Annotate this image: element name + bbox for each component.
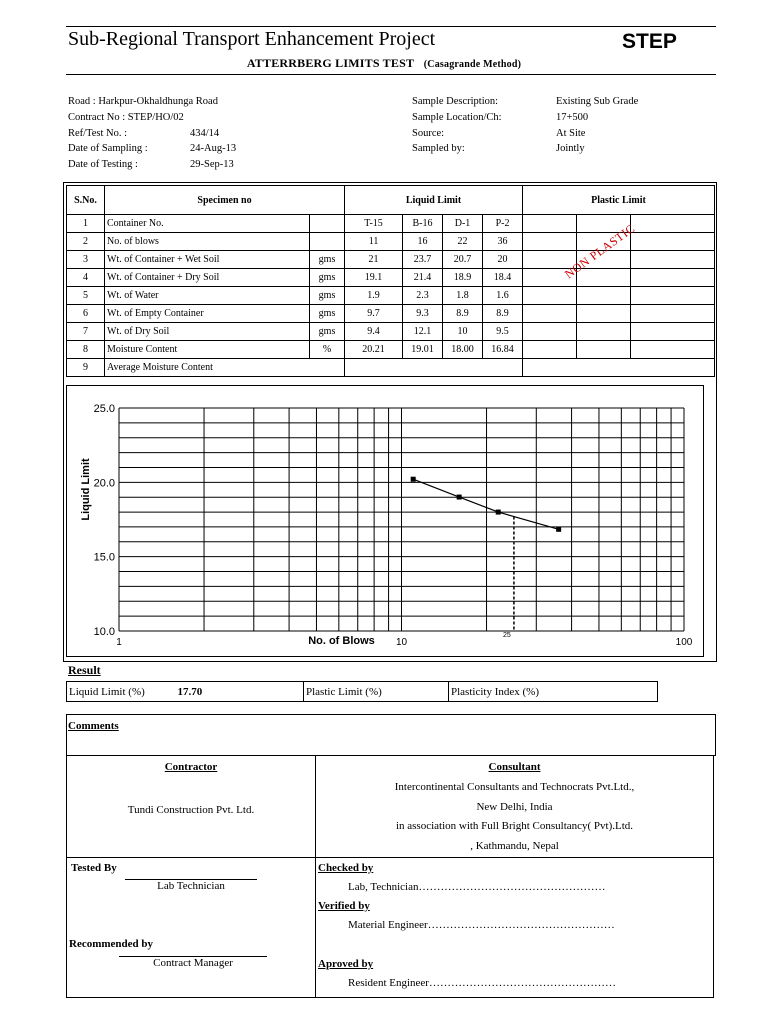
result-heading: Result	[68, 663, 101, 677]
row-plastic-3	[631, 251, 715, 269]
row-value: 20	[483, 251, 523, 269]
consultant-line-4: , Kathmandu, Nepal	[470, 839, 559, 852]
ll-value: 17.70	[177, 685, 203, 698]
row-value: 36	[483, 233, 523, 251]
row-value: 18.9	[443, 269, 483, 287]
comments-heading: Comments	[68, 720, 119, 732]
info-location-label: Sample Location/Ch:	[412, 112, 502, 123]
info-sampling-value: 24-Aug-13	[190, 143, 237, 154]
row-plastic-3	[631, 305, 715, 323]
info-ref-value: 434/14	[190, 128, 220, 139]
row-plastic-3	[631, 341, 715, 359]
x-tick-label: 10	[395, 637, 408, 648]
row-unit	[310, 215, 345, 233]
row-sno: 3	[67, 251, 105, 269]
verified-by-label: Verified by	[318, 900, 370, 912]
series-line	[413, 479, 558, 529]
data-point	[496, 510, 501, 515]
contractor-cell	[67, 756, 316, 858]
x-axis-title: No. of Blows	[308, 635, 375, 647]
header-sno: S.No.	[67, 186, 105, 215]
row-value: 18.4	[483, 269, 523, 287]
row-value: 1.6	[483, 287, 523, 305]
row-description: Wt. of Dry Soil	[105, 323, 310, 341]
row-value: 11	[345, 233, 403, 251]
row-unit: gms	[310, 269, 345, 287]
row-value: 8.9	[443, 305, 483, 323]
row-description: Wt. of Container + Wet Soil	[105, 251, 310, 269]
liquid-limit-chart	[67, 386, 703, 656]
row-value: 9.3	[403, 305, 443, 323]
row-unit: gms	[310, 305, 345, 323]
info-sampledby-label: Sampled by:	[412, 143, 465, 154]
info-source-value: At Site	[556, 128, 586, 139]
row-value: 9.4	[345, 323, 403, 341]
row-unit: %	[310, 341, 345, 359]
row-plastic-3	[631, 287, 715, 305]
lab-tech-label: Lab Technician	[157, 880, 225, 892]
row-plastic-2	[577, 305, 631, 323]
checked-line: Lab, Technician……………………………………………	[348, 881, 606, 893]
row-plastic-1	[523, 233, 577, 251]
row-unit: gms	[310, 287, 345, 305]
top-rule	[66, 26, 716, 27]
y-tick-label: 15.0	[93, 551, 115, 564]
approved-line: Resident Engineer……………………………………………	[348, 977, 616, 989]
consultant-heading: Consultant	[488, 761, 541, 773]
row-value: 9.5	[483, 323, 523, 341]
info-desc-value: Existing Sub Grade	[556, 96, 639, 107]
row-plastic-2	[577, 323, 631, 341]
y-tick-label: 10.0	[93, 626, 115, 638]
row-plastic-1	[523, 215, 577, 233]
row-value: P-2	[483, 215, 523, 233]
step-logo: STEP	[622, 30, 677, 53]
y-tick-label: 20.0	[93, 477, 115, 490]
row-plastic-1	[523, 287, 577, 305]
row-value: 20.7	[443, 251, 483, 269]
row-avg-blank	[345, 359, 523, 377]
row-sno: 6	[67, 305, 105, 323]
row-sno: 2	[67, 233, 105, 251]
info-testing-label: Date of Testing :	[68, 159, 138, 170]
test-subtitle	[0, 56, 768, 71]
contractor-name: Tundi Construction Pvt. Ltd.	[127, 804, 255, 816]
project-title: Sub-Regional Transport Enhancement Project	[68, 28, 436, 50]
method-text: (Casagrande Method)	[423, 59, 522, 70]
contractor-heading: Contractor	[164, 761, 218, 773]
row-sno: 5	[67, 287, 105, 305]
tested-cell	[67, 858, 316, 998]
row-sno: 1	[67, 215, 105, 233]
info-desc-label: Sample Description:	[412, 96, 499, 107]
row-plastic-2	[577, 341, 631, 359]
subtitle-text: ATTERRBERG LIMITS TEST	[246, 56, 415, 70]
consultant-cell	[316, 756, 714, 858]
verified-line: Material Engineer……………………………………………	[348, 919, 615, 931]
table-header-row	[67, 186, 715, 215]
row-value: 20.21	[345, 341, 403, 359]
row-value: 19.1	[345, 269, 403, 287]
row-value: 22	[443, 233, 483, 251]
row-value: 16.84	[483, 341, 523, 359]
header-plastic-limit: Plastic Limit	[523, 186, 715, 215]
row-sno: 9	[67, 359, 105, 377]
row-value: 18.00	[443, 341, 483, 359]
ll-cell	[67, 682, 304, 702]
tested-by-label: Tested By	[71, 862, 117, 874]
row-value: 9.7	[345, 305, 403, 323]
row-description: Container No.	[105, 215, 310, 233]
row-plastic-2	[577, 287, 631, 305]
row-plastic-3	[631, 215, 715, 233]
y-axis-title: Liquid Limit	[80, 458, 92, 521]
row-sno: 4	[67, 269, 105, 287]
row-plastic-3	[631, 323, 715, 341]
pl-label: Plastic Limit (%)	[304, 682, 449, 702]
data-point	[457, 495, 462, 500]
non-plastic-stamp: NON PLASTIC	[562, 221, 638, 282]
x-tick-label: 100	[675, 637, 693, 648]
row-plastic-1	[523, 341, 577, 359]
contract-manager-label: Contract Manager	[153, 957, 233, 969]
row-value: 21.4	[403, 269, 443, 287]
row-value: 2.3	[403, 287, 443, 305]
header-specimen: Specimen no	[105, 186, 345, 215]
table-row	[67, 269, 715, 287]
row-description: Wt. of Container + Dry Soil	[105, 269, 310, 287]
row-value: T-15	[345, 215, 403, 233]
table-row	[67, 305, 715, 323]
data-point	[411, 477, 416, 482]
row-avg-plastic	[523, 359, 715, 377]
row-plastic-1	[523, 323, 577, 341]
recommended-by-label: Recommended by	[69, 938, 154, 950]
info-contract: Contract No : STEP/HO/02	[68, 112, 184, 123]
table-row	[67, 359, 715, 377]
table-row	[67, 251, 715, 269]
row-value: 12.1	[403, 323, 443, 341]
header-rule	[66, 74, 716, 75]
signature-table	[66, 755, 714, 998]
consultant-line-3: in association with Full Bright Consultancy( Pvt).Ltd.	[395, 820, 634, 832]
consultant-line-2: New Delhi, India	[476, 800, 553, 813]
row-unit: gms	[310, 251, 345, 269]
info-source-label: Source:	[412, 128, 445, 139]
row-description: Moisture Content	[105, 341, 310, 359]
row-value: 21	[345, 251, 403, 269]
row-plastic-3	[631, 233, 715, 251]
info-location-value: 17+500	[556, 112, 589, 123]
header-liquid-limit: Liquid Limit	[345, 186, 523, 215]
row-description: Average Moisture Content	[105, 359, 345, 377]
row-description: No. of blows	[105, 233, 310, 251]
consultant-line-1: Intercontinental Consultants and Technocrats Pvt.Ltd.,	[394, 781, 635, 793]
checked-cell	[316, 858, 714, 998]
row-sno: 7	[67, 323, 105, 341]
info-testing-value: 29-Sep-13	[190, 159, 234, 170]
row-value: 23.7	[403, 251, 443, 269]
row-plastic-3	[631, 269, 715, 287]
row-sno: 8	[67, 341, 105, 359]
result-table	[66, 681, 658, 702]
row-value: 1.8	[443, 287, 483, 305]
row-value: 1.9	[345, 287, 403, 305]
table-row	[67, 341, 715, 359]
table-row	[67, 287, 715, 305]
row-value: 19.01	[403, 341, 443, 359]
row-unit	[310, 233, 345, 251]
row-unit: gms	[310, 323, 345, 341]
checked-by-label: Checked by	[318, 862, 374, 874]
x-tick-label: 1	[116, 637, 122, 648]
row-value: D-1	[443, 215, 483, 233]
data-point	[556, 527, 561, 532]
row-description: Wt. of Water	[105, 287, 310, 305]
row-value: 8.9	[483, 305, 523, 323]
table-row	[67, 323, 715, 341]
annotation-label: 25	[503, 632, 511, 639]
info-ref-label: Ref/Test No. :	[68, 128, 128, 139]
row-plastic-1	[523, 305, 577, 323]
row-value: B-16	[403, 215, 443, 233]
test-table	[66, 185, 715, 377]
approved-by-label: Aproved by	[318, 958, 374, 970]
ll-label: Liquid Limit (%)	[69, 685, 145, 698]
pi-label: Plasticity Index (%)	[449, 682, 658, 702]
chart-frame	[66, 385, 704, 657]
row-value: 10	[443, 323, 483, 341]
info-road: Road : Harkpur-Okhaldhunga Road	[68, 96, 218, 107]
y-tick-label: 25.0	[93, 403, 115, 415]
comments-box	[66, 714, 716, 756]
info-sampling-label: Date of Sampling :	[68, 143, 148, 154]
row-value: 16	[403, 233, 443, 251]
row-description: Wt. of Empty Container	[105, 305, 310, 323]
info-sampledby-value: Jointly	[556, 143, 585, 154]
